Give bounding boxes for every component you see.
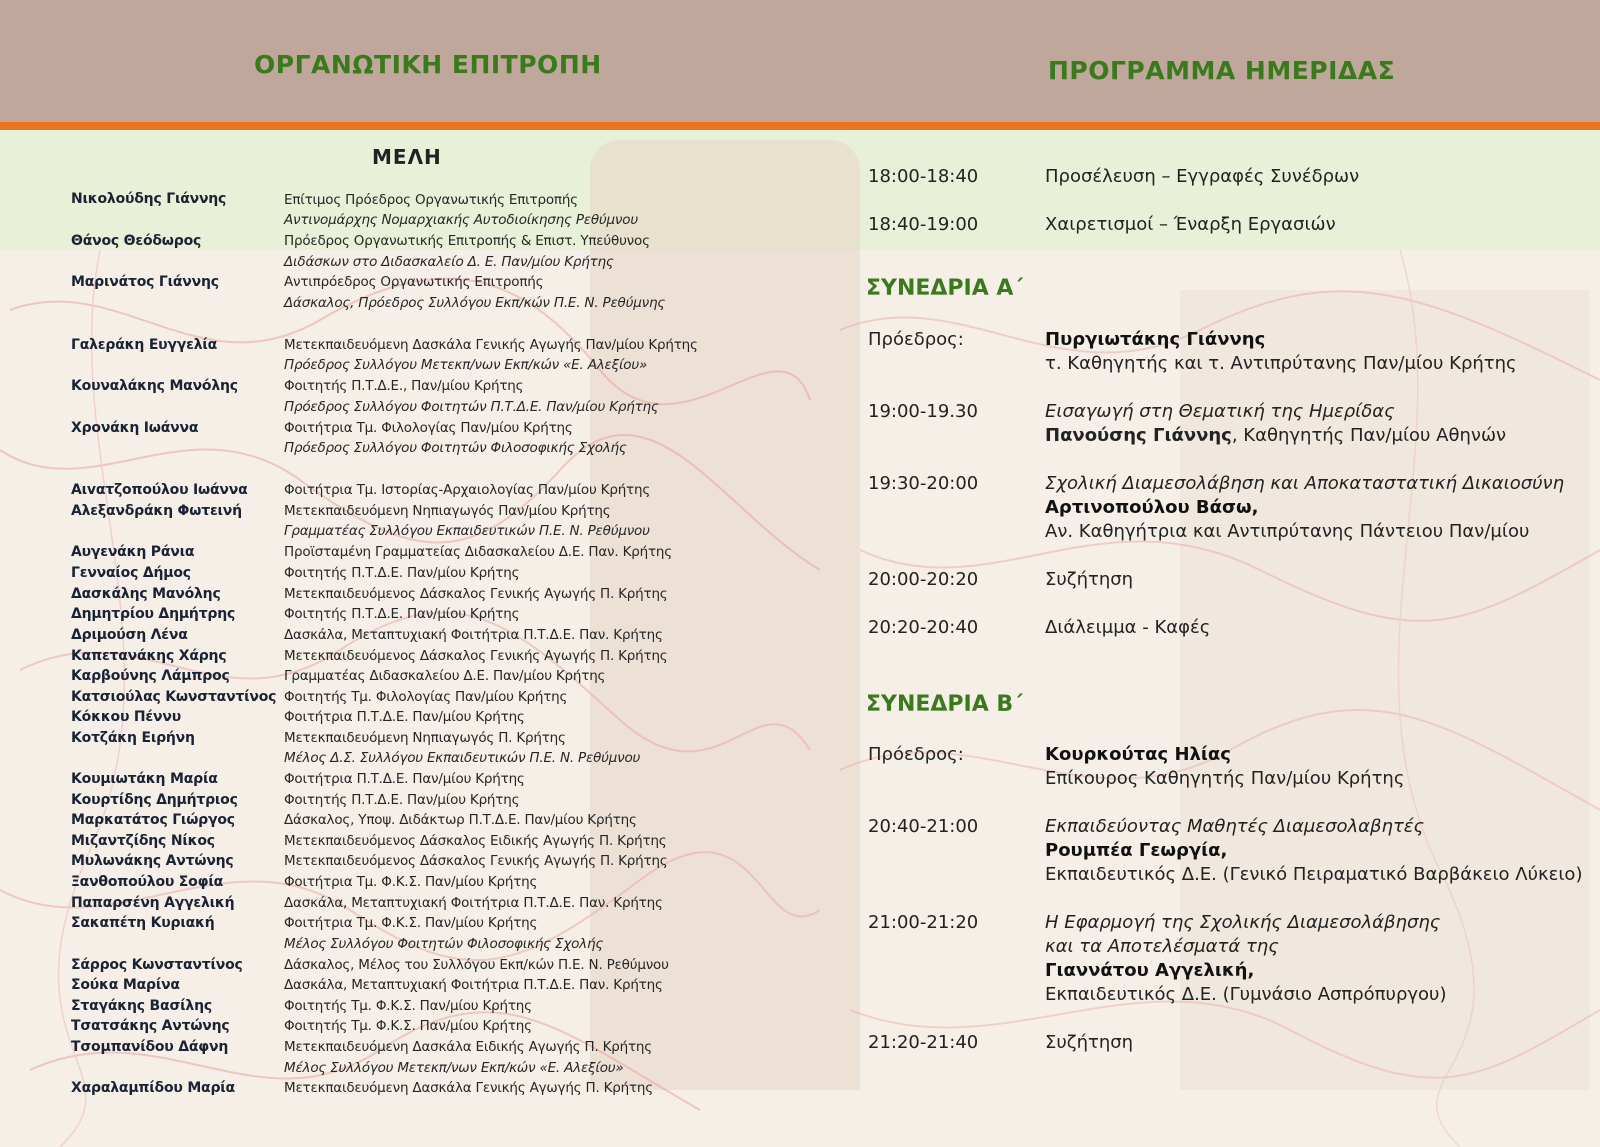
member-name: Αυγενάκη Ράνια — [71, 544, 195, 560]
member-role: Φοιτητής Π.Τ.Δ.Ε. Παν/μίου Κρήτης — [284, 792, 520, 808]
member-role: Φοιτητής Π.Τ.Δ.Ε., Παν/μίου Κρήτης — [284, 378, 524, 394]
member-name: Ξανθοπούλου Σοφία — [71, 874, 223, 890]
speaker-affiliation: Εκπαιδευτικός Δ.Ε. (Γυμνάσιο Ασπρόπυργου) — [1045, 984, 1447, 1005]
program-title: ΠΡΟΓΡΑΜΜΑ ΗΜΕΡΙΔΑΣ — [1048, 56, 1396, 85]
member-role: Φοιτήτρια Τμ. Φιλολογίας Παν/μίου Κρήτης — [284, 420, 573, 436]
schedule-talk-title: Εισαγωγή στη Θεματική της Ημερίδας — [1045, 401, 1395, 422]
member-role: Φοιτήτρια Τμ. Ιστορίας-Αρχαιολογίας Παν/μίου Κρήτης — [284, 482, 651, 498]
member-name: Μυλωνάκης Αντώνης — [71, 853, 234, 869]
schedule-talk-title: Σχολική Διαμεσολάβηση και Αποκαταστατική Δικαιοσύνη — [1045, 473, 1565, 494]
member-name: Χαραλαμπίδου Μαρία — [71, 1080, 235, 1096]
speaker-name: Ρουμπέα Γεωργία, — [1045, 840, 1228, 861]
member-name: Παπαρσένη Αγγελική — [71, 895, 235, 911]
member-name: Κουναλάκης Μανόλης — [71, 378, 238, 394]
schedule-time: 20:20-20:40 — [868, 617, 979, 638]
session-a-heading: ΣΥΝΕΔΡΙΑ Α΄ — [866, 276, 1024, 301]
member-role: Μετεκπαιδευόμενος Δάσκαλος Γενικής Αγωγής Π. Κρήτης — [284, 648, 668, 664]
member-role: Μετεκπαιδευόμενη Νηπιαγωγός Παν/μίου Κρήτης — [284, 503, 611, 519]
member-role: Φοιτήτρια Π.Τ.Δ.Ε. Παν/μίου Κρήτης — [284, 771, 525, 787]
member-role: Δασκάλα, Μεταπτυχιακή Φοιτήτρια Π.Τ.Δ.Ε. Παν. Κρήτης — [284, 977, 663, 993]
member-role: Φοιτητής Π.Τ.Δ.Ε. Παν/μίου Κρήτης — [284, 565, 520, 581]
member-name: Θάνος Θεόδωρος — [71, 233, 202, 249]
schedule-speaker-line — [1045, 425, 1506, 446]
member-role: Φοιτήτρια Τμ. Φ.Κ.Σ. Παν/μίου Κρήτης — [284, 874, 538, 890]
schedule-item: Χαιρετισμοί – Έναρξη Εργασιών — [1045, 214, 1336, 235]
member-role: Μετεκπαιδευόμενη Δασκάλα Γενικής Αγωγής Παν/μίου Κρήτης — [284, 337, 698, 353]
member-name: Δημητρίου Δημήτρης — [71, 606, 236, 622]
schedule-chair-label: Πρόεδρος: — [868, 744, 964, 765]
header-accent-rule — [0, 122, 1600, 130]
member-role: Μέλος Συλλόγου Μετεκπ/νων Εκπ/κών «Ε. Αλεξίου» — [284, 1060, 624, 1076]
member-name: Νικολούδης Γιάννης — [71, 191, 227, 207]
member-role: Αντινομάρχης Νομαρχιακής Αυτοδιοίκησης Ρεθύμνου — [284, 212, 638, 228]
member-name: Μαρινάτος Γιάννης — [71, 274, 219, 290]
member-role: Φοιτήτρια Π.Τ.Δ.Ε. Παν/μίου Κρήτης — [284, 709, 525, 725]
member-role: Φοιτητής Τμ. Φ.Κ.Σ. Παν/μίου Κρήτης — [284, 1018, 532, 1034]
member-role: Πρόεδρος Οργανωτικής Επιτροπής & Επιστ. Υπεύθυνος — [284, 233, 650, 249]
schedule-chair-label: Πρόεδρος: — [868, 329, 964, 350]
schedule-time: 19:30-20:00 — [868, 473, 979, 494]
committee-title: ΟΡΓΑΝΩΤΙΚΗ ΕΠΙΤΡΟΠΗ — [254, 50, 602, 79]
member-name: Κοτζάκη Ειρήνη — [71, 730, 195, 746]
member-name: Δασκάλης Μανόλης — [71, 586, 221, 602]
member-name: Δριμούση Λένα — [71, 627, 188, 643]
member-role: Πρόεδρος Συλλόγου Μετεκπ/νων Εκπ/κών «Ε. Αλεξίου» — [284, 357, 648, 373]
member-name: Σταγάκης Βασίλης — [71, 998, 212, 1014]
schedule-item: Επίκουρος Καθηγητής Παν/μίου Κρήτης — [1045, 768, 1405, 789]
member-role: Φοιτητής Τμ. Φιλολογίας Παν/μίου Κρήτης — [284, 689, 568, 705]
speaker-name: Γιαννάτου Αγγελική, — [1045, 960, 1255, 981]
schedule-item: Συζήτηση — [1045, 569, 1134, 590]
member-role: Προϊσταμένη Γραμματείας Διδασκαλείου Δ.Ε. Παν. Κρήτης — [284, 544, 672, 560]
member-role: Πρόεδρος Συλλόγου Φοιτητών Π.Τ.Δ.Ε. Παν/μίου Κρήτης — [284, 399, 659, 415]
schedule-item: Διάλειμμα - Καφές — [1045, 617, 1211, 638]
member-name: Χρονάκη Ιωάννα — [71, 420, 199, 436]
member-name: Κουμιωτάκη Μαρία — [71, 771, 218, 787]
member-role: Δασκάλα, Μεταπτυχιακή Φοιτήτρια Π.Τ.Δ.Ε. Παν. Κρήτης — [284, 627, 663, 643]
member-role: Μετεκπαιδευόμενος Δάσκαλος Ειδικής Αγωγής Π. Κρήτης — [284, 833, 667, 849]
member-name: Καπετανάκης Χάρης — [71, 648, 227, 664]
member-name: Αιvατζοπούλου Ιωάννα — [71, 482, 248, 498]
member-name: Τσομπανίδου Δάφνη — [71, 1039, 229, 1055]
member-role: Μετεκπαιδευόμενη Νηπιαγωγός Π. Κρήτης — [284, 730, 566, 746]
speaker-affiliation: , Καθηγητής Παν/μίου Αθηνών — [1231, 425, 1507, 446]
schedule-time: 19:00-19.30 — [868, 401, 978, 422]
member-role: Φοιτήτρια Τμ. Φ.Κ.Σ. Παν/μίου Κρήτης — [284, 915, 538, 931]
member-role: Μέλος Συλλόγου Φοιτητών Φιλοσοφικής Σχολής — [284, 936, 604, 952]
schedule-talk-title: Εκπαιδεύοντας Μαθητές Διαμεσολαβητές — [1045, 816, 1425, 837]
member-role: Φοιτητής Τμ. Φ.Κ.Σ. Παν/μίου Κρήτης — [284, 998, 532, 1014]
speaker-name: Αρτινοπούλου Βάσω, — [1045, 497, 1259, 518]
member-role: Πρόεδρος Συλλόγου Φοιτητών Φιλοσοφικής Σχολής — [284, 440, 627, 456]
member-name: Αλεξανδράκη Φωτεινή — [71, 503, 242, 519]
schedule-time: 18:00-18:40 — [868, 166, 979, 187]
member-role: Επίτιμος Πρόεδρος Οργανωτικής Επιτροπής — [284, 192, 578, 208]
schedule-talk-title: Η Εφαρμογή της Σχολικής Διαμεσολάβησης — [1045, 912, 1441, 933]
member-name: Σούκα Μαρίνα — [71, 977, 180, 993]
member-name: Καρβούνης Λάμπρος — [71, 668, 230, 684]
member-role: Δασκάλα, Μεταπτυχιακή Φοιτήτρια Π.Τ.Δ.Ε. Παν. Κρήτης — [284, 895, 663, 911]
member-name: Γενναίος Δήμος — [71, 565, 191, 581]
speaker-affiliation: Εκπαιδευτικός Δ.Ε. (Γενικό Πειραματικό Βαρβάκειο Λύκειο) — [1045, 864, 1583, 885]
member-name: Γαλεράκη Ευγγελία — [71, 337, 218, 353]
member-role: Μετεκπαιδευόμενος Δάσκαλος Γενικής Αγωγής Π. Κρήτης — [284, 586, 668, 602]
schedule-item: Προσέλευση – Εγγραφές Συνέδρων — [1045, 166, 1360, 187]
schedule-item: Συζήτηση — [1045, 1032, 1134, 1053]
schedule-time: 18:40-19:00 — [868, 214, 979, 235]
member-role: Δάσκαλος, Υποψ. Διδάκτωρ Π.Τ.Δ.Ε. Παν/μίου Κρήτης — [284, 812, 637, 828]
member-role: Γραμματέας Συλλόγου Εκπαιδευτικών Π.Ε. Ν. Ρεθύμνου — [284, 523, 650, 539]
schedule-time: 20:40-21:00 — [868, 816, 979, 837]
member-role: Φοιτητής Π.Τ.Δ.Ε. Παν/μίου Κρήτης — [284, 606, 520, 622]
member-name: Κόκκου Πέννυ — [71, 709, 181, 725]
member-role: Γραμματέας Διδασκαλείου Δ.Ε. Παν/μίου Κρήτης — [284, 668, 606, 684]
member-role: Μετεκπαιδευόμενη Δασκάλα Ειδικής Αγωγής Π. Κρήτης — [284, 1039, 653, 1055]
member-name: Μαρκατάτος Γιώργος — [71, 812, 235, 828]
schedule-time: 21:20-21:40 — [868, 1032, 979, 1053]
member-name: Κατσιούλας Κωνσταντίνος — [71, 689, 277, 705]
member-name: Τσατσάκης Αντώνης — [71, 1018, 230, 1034]
schedule-time: 20:00-20:20 — [868, 569, 979, 590]
speaker-name: Πανούσης Γιάννης — [1045, 425, 1232, 446]
schedule-chair-name: Πυργιωτάκης Γιάννης — [1045, 329, 1266, 350]
member-role: Δάσκαλος, Μέλος του Συλλόγου Εκπ/κών Π.Ε. Ν. Ρεθύμνου — [284, 957, 669, 973]
member-role: Μέλος Δ.Σ. Συλλόγου Εκπαιδευτικών Π.Ε. Ν. Ρεθύμνου — [284, 750, 641, 766]
schedule-talk-title: και τα Αποτελέσματά της — [1045, 936, 1279, 957]
member-role: Διδάσκων στο Διδασκαλείο Δ. Ε. Παν/μίου Κρήτης — [284, 254, 614, 270]
member-role: Μετεκπαιδευόμενη Δασκάλα Γενικής Αγωγής Π. Κρήτης — [284, 1080, 654, 1096]
member-name: Κουρτίδης Δημήτριος — [71, 792, 238, 808]
member-role: Μετεκπαιδευόμενος Δάσκαλος Γενικής Αγωγής Π. Κρήτης — [284, 853, 668, 869]
member-name: Σακαπέτη Κυριακή — [71, 915, 215, 931]
schedule-chair-name: Κουρκούτας Ηλίας — [1045, 744, 1231, 765]
schedule-item: τ. Καθηγητής και τ. Αντιπρύτανης Παν/μίου Κρήτης — [1045, 353, 1517, 374]
member-role: Δάσκαλος, Πρόεδρος Συλλόγου Εκπ/κών Π.Ε. Ν. Ρεθύμνης — [284, 295, 666, 311]
schedule-time: 21:00-21:20 — [868, 912, 979, 933]
session-b-heading: ΣΥΝΕΔΡΙΑ Β΄ — [866, 692, 1023, 717]
member-name: Μιζαντζίδης Νίκος — [71, 833, 215, 849]
member-name: Σάρρος Κωνσταντίνος — [71, 957, 243, 973]
speaker-affiliation: Αν. Καθηγήτρια και Αντιπρύτανης Πάντειου Παν/μίου — [1045, 521, 1530, 542]
members-heading: ΜΕΛΗ — [372, 145, 442, 169]
member-role: Αντιπρόεδρος Οργανωτικής Επιτροπής — [284, 274, 544, 290]
